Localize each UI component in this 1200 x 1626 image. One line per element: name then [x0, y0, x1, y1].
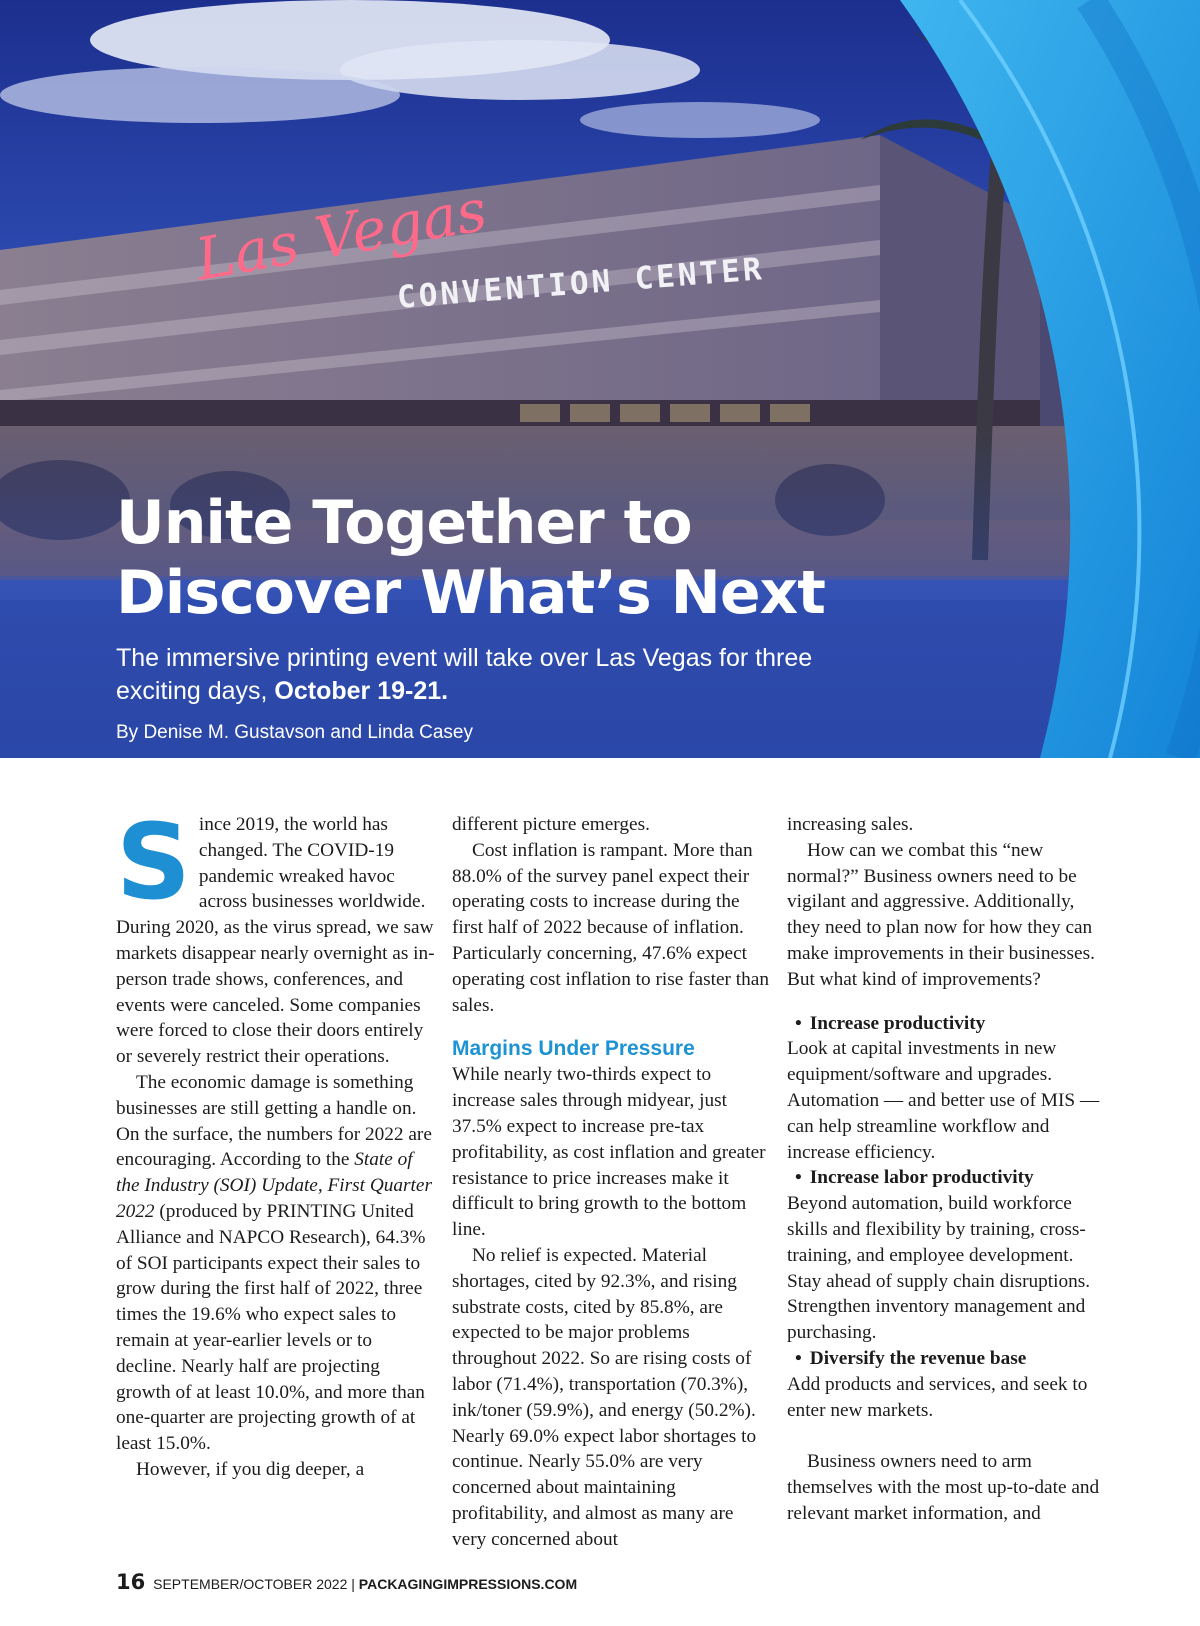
paragraph-text: The economic damage is something businesses are still getting a handle on. On the surface, the numbers for 2022 are encouraging. According to the: [116, 1071, 432, 1171]
deck-date: October 19-21.: [274, 677, 449, 705]
bullet-icon: •: [795, 1167, 802, 1189]
paragraph: different picture emerges.: [452, 814, 650, 835]
article-column-3: [787, 812, 1109, 1527]
bullet-heading: [787, 1165, 1109, 1191]
paragraph: Cost inflation is rampant. More than 88.0% of the survey panel expect their operating costs to increase during the first half of 2022 because of inflation. Particularly concerning, 47.6% expect operating cost inflation to rise faster than sales.: [452, 839, 769, 1016]
bullet-heading: [787, 1346, 1109, 1372]
section-subhead: Margins Under Pressure: [452, 1037, 695, 1061]
bullet-icon: •: [795, 1347, 802, 1369]
paragraph: [116, 1070, 436, 1457]
bullet-heading: [787, 1011, 1109, 1037]
headline-line-1: Unite Together to: [116, 488, 692, 558]
paragraph: How can we combat this “new normal?” Business owners need to be vigilant and aggressive. Additionally, they need to plan now for how they can make improvements in their businesses. But what kind of improvements?: [787, 839, 1095, 990]
bullet-label: Increase productivity: [809, 1012, 986, 1034]
footer-separator: |: [351, 1576, 355, 1592]
report-title: State of the Industry (SOI) Update, First Quarter 2022: [116, 1149, 432, 1222]
paragraph: However, if you dig deeper, a: [136, 1458, 365, 1480]
issue-date: SEPTEMBER/OCTOBER 2022: [153, 1576, 348, 1592]
article-column-1: [116, 801, 436, 1483]
paragraph: Business owners need to arm themselves with the most up-to-date and relevant market information, and: [787, 1451, 1100, 1524]
bullet-text: Add products and services, and seek to enter new markets.: [787, 1373, 1088, 1421]
drop-cap: S: [116, 801, 191, 923]
paragraph: increasing sales.: [787, 814, 914, 835]
article-deck: [116, 642, 816, 708]
bullet-label: Increase labor productivity: [809, 1167, 1034, 1189]
page-footer: [116, 1570, 577, 1594]
page-number: 16: [116, 1570, 146, 1594]
deck-text: The immersive printing event will take over Las Vegas for three exciting days,: [116, 644, 813, 705]
paragraph: No relief is expected. Material shortages, cited by 92.3%, and rising substrate costs, cited by 85.8%, are expected to be major problems throughout 2022. So are rising costs of labor (71.4%), transportation (70.3%), ink/toner (59.9%), and energy (50.2%). Nearly 69.0% expect labor shortages to continue. Nearly 55.0% are very concerned about maintaining profitability, and almost as many are very concerned about: [452, 1244, 757, 1550]
hero-banner: [0, 0, 1200, 758]
byline: By Denise M. Gustavson and Linda Casey: [116, 722, 473, 743]
bullet-text: Look at capital investments in new equipment/software and upgrades. Automation — and better use of MIS — can help streamline workflow and increase efficiency.: [787, 1038, 1100, 1163]
article-column-2: [452, 812, 770, 1553]
bullet-text: Beyond automation, build workforce skills and flexibility by training, cross-training, and employee development. Stay ahead of supply chain disruptions. Strengthen inventory management and purchasing.: [787, 1193, 1091, 1344]
paragraph: ince 2019, the world has changed. The COVID-19 pandemic wreaked havoc across businesses worldwide. During 2020, as the virus spread, we saw markets disappear nearly overnight as in-person trade shows, conferences, and events were canceled. Some companies were forced to close their doors entirely or severely restrict their operations.: [116, 814, 435, 1068]
sign-script: Las Vegas: [190, 175, 492, 294]
bullet-icon: •: [795, 1012, 802, 1034]
paragraph-text: (produced by PRINTING United Alliance and NAPCO Research), 64.3% of SOI participants expect their sales to grow during the first half of 2022, three times the 19.6% who expect sales to remain at year-earlier levels or to decline. Nearly half are projecting growth of at least 10.0%, and more than one-quarter are projecting growth of at least 15.0%.: [116, 1200, 426, 1455]
article-headline: [116, 488, 936, 628]
headline-line-2: Discover What’s Next: [116, 558, 825, 628]
website-link[interactable]: PACKAGINGIMPRESSIONS.COM: [358, 1576, 578, 1592]
sign-text: CONVENTION CENTER: [395, 251, 766, 316]
paragraph: While nearly two-thirds expect to increase sales through midyear, just 37.5% expect to increase pre-tax profitability, as cost inflation and greater resistance to price increases make it difficult to bring growth to the bottom line.: [452, 1064, 766, 1241]
bullet-label: Diversify the revenue base: [809, 1347, 1027, 1369]
